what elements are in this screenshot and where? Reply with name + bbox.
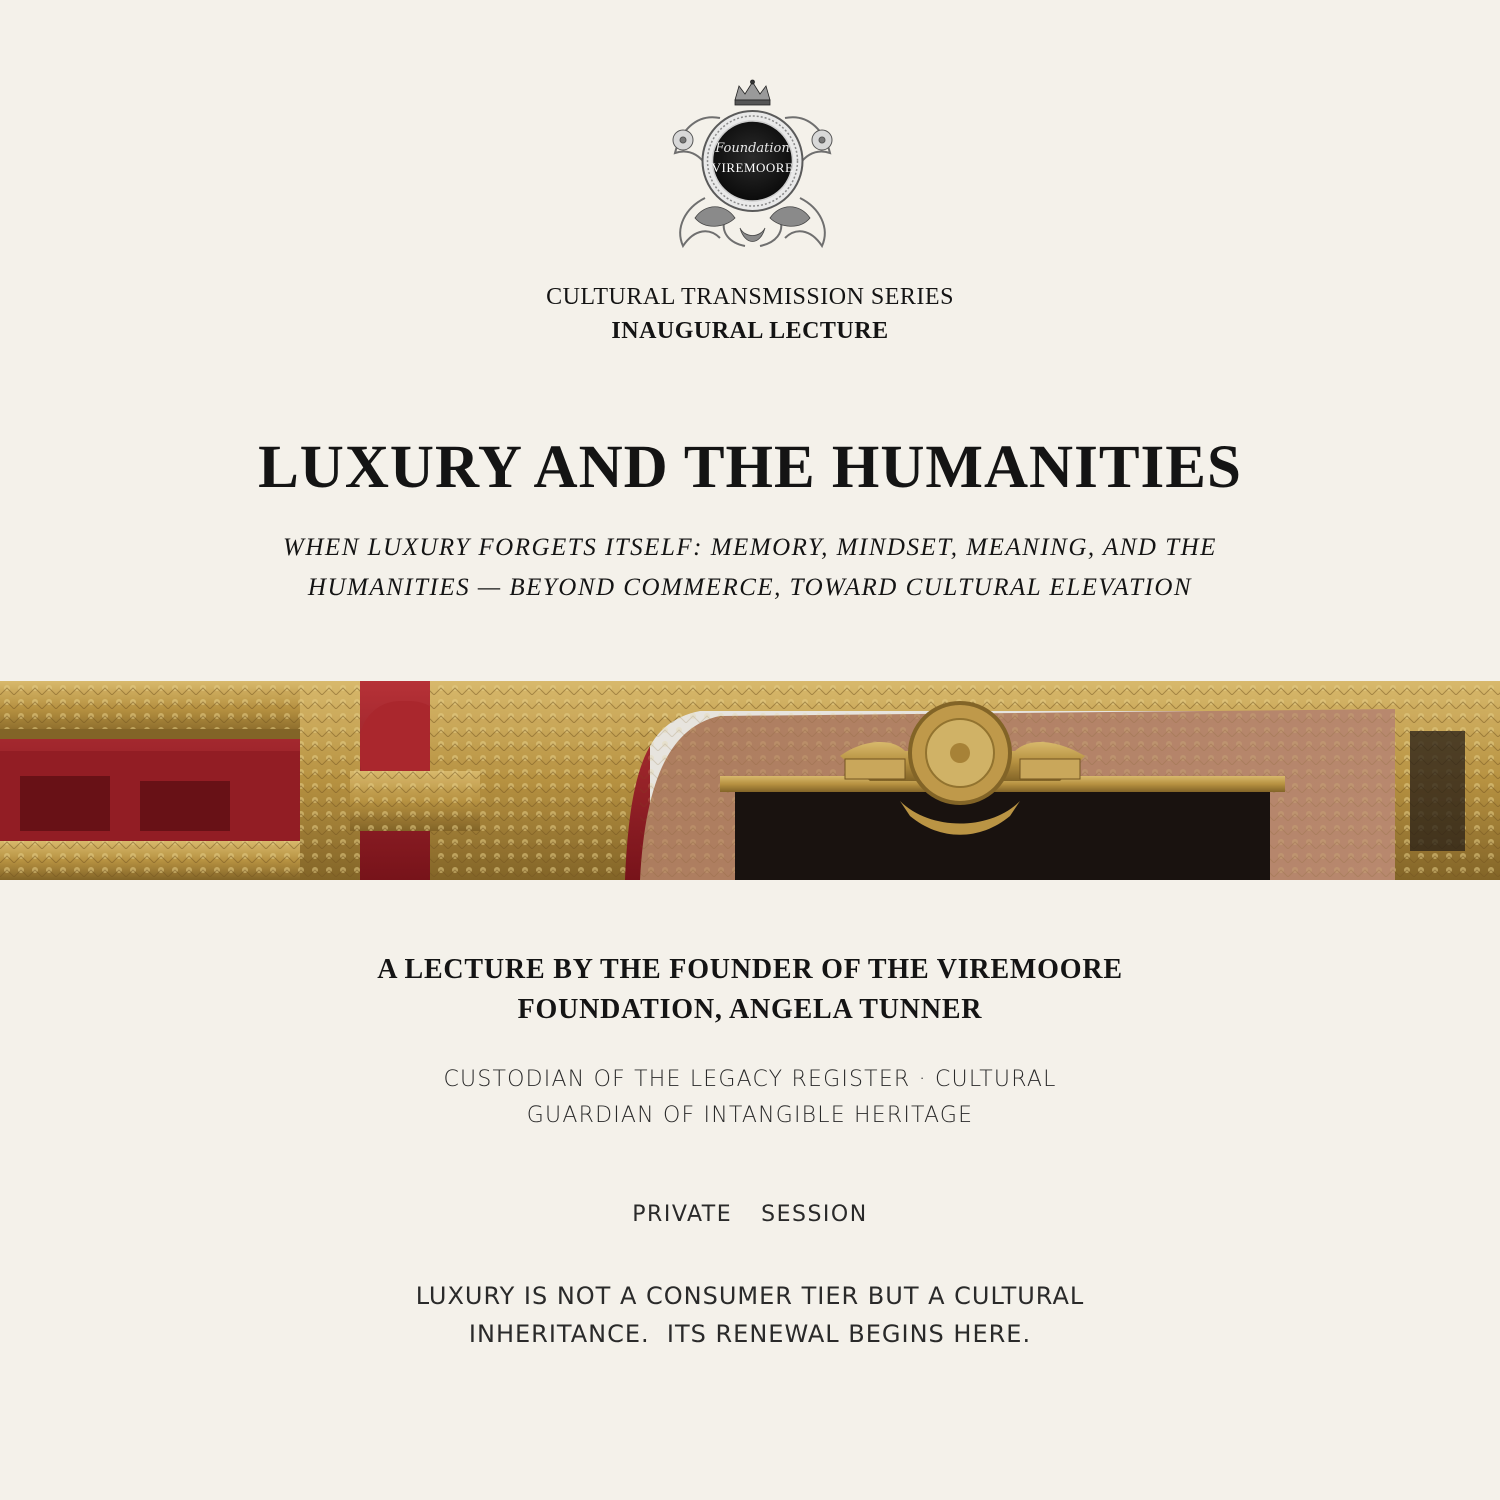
opera-house-banner-image	[0, 681, 1500, 880]
crest-name-text: VIREMOORE	[711, 160, 794, 175]
role-line: GUARDIAN OF INTANGIBLE HERITAGE	[526, 1103, 974, 1128]
session-label: PRIVATE SESSION	[632, 1202, 868, 1227]
role-line: CUSTODIAN OF THE LEGACY REGISTER · CULTURAL	[443, 1067, 1057, 1092]
lecturer-role	[0, 1062, 1500, 1134]
closing-quote	[0, 1277, 1500, 1353]
lecturer-heading	[0, 950, 1500, 1030]
quote-line: LUXURY IS NOT A CONSUMER TIER BUT A CULTURAL	[415, 1282, 1085, 1310]
page-title: LUXURY AND THE HUMANITIES	[258, 434, 1242, 501]
crest-script-text: Foundation	[715, 141, 790, 156]
lecturer-line: FOUNDATION, ANGELA TUNNER	[517, 994, 983, 1025]
series-title: CULTURAL TRANSMISSION SERIES	[546, 284, 954, 310]
subtitle-line: WHEN LUXURY FORGETS ITSELF: MEMORY, MINDSET, MEANING, AND THE	[283, 534, 1217, 561]
lecturer-line: A LECTURE BY THE FOUNDER OF THE VIREMOORE	[377, 954, 1123, 985]
foundation-crest-logo	[665, 78, 840, 250]
subtitle-line: HUMANITIES — BEYOND COMMERCE, TOWARD CULTURAL ELEVATION	[307, 574, 1193, 601]
quote-line: INHERITANCE. ITS RENEWAL BEGINS HERE.	[468, 1320, 1032, 1348]
subtitle	[0, 528, 1500, 608]
crown-icon	[735, 80, 770, 105]
inaugural-label: INAUGURAL LECTURE	[611, 318, 889, 344]
